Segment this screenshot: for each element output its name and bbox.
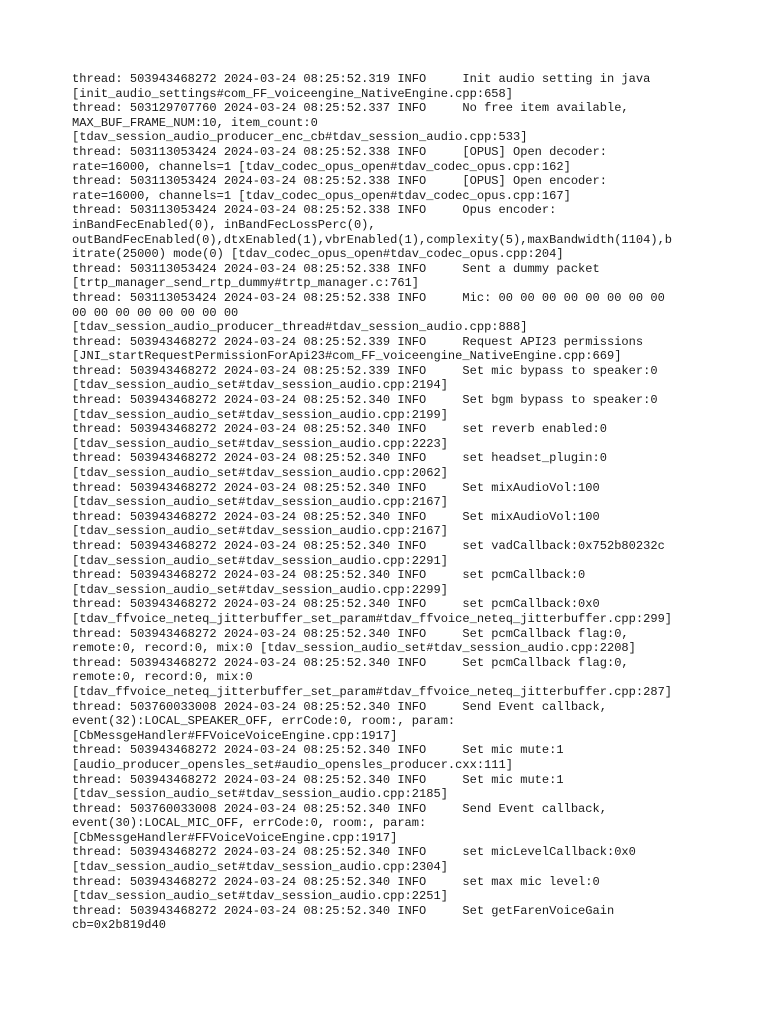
log-line: 00 00 00 00 00 00 00 00 <box>72 305 239 320</box>
log-line: cb=0x2b819d40 <box>72 918 166 933</box>
log-line: thread: 503943468272 2024-03-24 08:25:52.340 INFO set max mic level:0 <box>72 874 600 889</box>
log-line: thread: 503943468272 2024-03-24 08:25:52.339 INFO Set mic bypass to speaker:0 <box>72 363 658 378</box>
log-line: [tdav_session_audio_set#tdav_session_audio.cpp:2167] <box>72 495 448 510</box>
log-line: thread: 503943468272 2024-03-24 08:25:52.340 INFO Set getFarenVoiceGain <box>72 903 615 918</box>
log-line: thread: 503943468272 2024-03-24 08:25:52.340 INFO set pcmCallback:0x0 <box>72 597 600 612</box>
log-line: [CbMessgeHandler#FFVoiceVoiceEngine.cpp:1917] <box>72 830 398 845</box>
log-line: thread: 503943468272 2024-03-24 08:25:52.340 INFO Set mixAudioVol:100 <box>72 480 600 495</box>
log-line: thread: 503943468272 2024-03-24 08:25:52.339 INFO Request API23 permissions <box>72 334 644 349</box>
log-line: thread: 503943468272 2024-03-24 08:25:52.340 INFO Set bgm bypass to speaker:0 <box>72 393 658 408</box>
log-line: [trtp_manager_send_rtp_dummy#trtp_manager.c:761] <box>72 276 420 291</box>
log-line: thread: 503943468272 2024-03-24 08:25:52.340 INFO set pcmCallback:0 <box>72 568 586 583</box>
log-line: [tdav_session_audio_set#tdav_session_audio.cpp:2194] <box>72 378 448 393</box>
log-line: [tdav_ffvoice_neteq_jitterbuffer_set_param#tdav_ffvoice_neteq_jitterbuffer.cpp:299] <box>72 611 673 626</box>
log-line: [tdav_session_audio_set#tdav_session_audio.cpp:2223] <box>72 436 448 451</box>
log-line: [tdav_session_audio_set#tdav_session_audio.cpp:2299] <box>72 582 448 597</box>
log-line: [tdav_session_audio_producer_thread#tdav_session_audio.cpp:888] <box>72 320 528 335</box>
log-line: thread: 503760033008 2024-03-24 08:25:52.340 INFO Send Event callback, <box>72 801 607 816</box>
log-line: [tdav_session_audio_set#tdav_session_audio.cpp:2251] <box>72 889 448 904</box>
log-line: outBandFecEnabled(0),dtxEnabled(1),vbrEnabled(1),complexity(5),maxBandwidth(1104),b <box>72 232 673 247</box>
log-line: [JNI_startRequestPermissionForApi23#com_FF_voiceengine_NativeEngine.cpp:669] <box>72 349 622 364</box>
log-line: thread: 503113053424 2024-03-24 08:25:52.338 INFO Mic: 00 00 00 00 00 00 00 00 <box>72 290 665 305</box>
log-line: [tdav_session_audio_set#tdav_session_audio.cpp:2199] <box>72 407 448 422</box>
log-line: MAX_BUF_FRAME_NUM:10, item_count:0 <box>72 115 318 130</box>
log-line: thread: 503943468272 2024-03-24 08:25:52.340 INFO Set pcmCallback flag:0, <box>72 626 629 641</box>
log-line: thread: 503129707760 2024-03-24 08:25:52.337 INFO No free item available, <box>72 101 629 116</box>
log-line: thread: 503943468272 2024-03-24 08:25:52.319 INFO Init audio setting in java <box>72 72 651 86</box>
log-line: thread: 503113053424 2024-03-24 08:25:52.338 INFO [OPUS] Open encoder: <box>72 174 607 189</box>
log-line: [tdav_session_audio_set#tdav_session_audio.cpp:2185] <box>72 787 448 802</box>
log-line: thread: 503113053424 2024-03-24 08:25:52.338 INFO Opus encoder: <box>72 203 557 218</box>
log-line: thread: 503943468272 2024-03-24 08:25:52.340 INFO set micLevelCallback:0x0 <box>72 845 636 860</box>
log-line: remote:0, record:0, mix:0 [tdav_session_audio_set#tdav_session_audio.cpp:2208] <box>72 641 636 656</box>
log-line: thread: 503943468272 2024-03-24 08:25:52.340 INFO Set mic mute:1 <box>72 772 564 787</box>
log-line: thread: 503943468272 2024-03-24 08:25:52.340 INFO set vadCallback:0x752b80232c <box>72 539 665 553</box>
log-line: thread: 503113053424 2024-03-24 08:25:52.338 INFO [OPUS] Open decoder: <box>72 144 607 159</box>
log-line: [tdav_session_audio_set#tdav_session_audio.cpp:2304] <box>72 860 448 875</box>
log-line: thread: 503943468272 2024-03-24 08:25:52.340 INFO Set pcmCallback flag:0, <box>72 655 629 670</box>
log-line: inBandFecEnabled(0), inBandFecLossPerc(0), <box>72 217 376 232</box>
log-line: [CbMessgeHandler#FFVoiceVoiceEngine.cpp:1917] <box>72 728 398 743</box>
log-line: [tdav_session_audio_set#tdav_session_audio.cpp:2167] <box>72 524 448 539</box>
log-line: thread: 503943468272 2024-03-24 08:25:52.340 INFO set reverb enabled:0 <box>72 422 607 437</box>
log-line: event(30):LOCAL_MIC_OFF, errCode:0, room:, param: <box>72 816 427 831</box>
log-line: event(32):LOCAL_SPEAKER_OFF, errCode:0, room:, param: <box>72 714 456 729</box>
log-line: rate=16000, channels=1 [tdav_codec_opus_open#tdav_codec_opus.cpp:162] <box>72 159 571 174</box>
log-line: [tdav_ffvoice_neteq_jitterbuffer_set_param#tdav_ffvoice_neteq_jitterbuffer.cpp:287] <box>72 684 673 699</box>
log-line: [init_audio_settings#com_FF_voiceengine_NativeEngine.cpp:658] <box>72 86 513 101</box>
log-line: [tdav_session_audio_producer_enc_cb#tdav_session_audio.cpp:533] <box>72 130 528 145</box>
log-line: thread: 503943468272 2024-03-24 08:25:52.340 INFO set headset_plugin:0 <box>72 451 607 466</box>
log-text-block <box>72 72 712 933</box>
log-line: [tdav_session_audio_set#tdav_session_audio.cpp:2062] <box>72 466 448 481</box>
log-line: thread: 503943468272 2024-03-24 08:25:52.340 INFO Set mixAudioVol:100 <box>72 509 600 524</box>
log-line: itrate(25000) mode(0) [tdav_codec_opus_open#tdav_codec_opus.cpp:204] <box>72 247 564 262</box>
log-line: remote:0, record:0, mix:0 <box>72 670 253 685</box>
log-line: thread: 503113053424 2024-03-24 08:25:52.338 INFO Sent a dummy packet <box>72 261 600 276</box>
log-line: [tdav_session_audio_set#tdav_session_audio.cpp:2291] <box>72 553 448 568</box>
log-line: rate=16000, channels=1 [tdav_codec_opus_open#tdav_codec_opus.cpp:167] <box>72 188 571 203</box>
log-line: thread: 503760033008 2024-03-24 08:25:52.340 INFO Send Event callback, <box>72 699 607 714</box>
log-line: [audio_producer_opensles_set#audio_opensles_producer.cxx:111] <box>72 757 513 772</box>
log-line: thread: 503943468272 2024-03-24 08:25:52.340 INFO Set mic mute:1 <box>72 743 564 758</box>
